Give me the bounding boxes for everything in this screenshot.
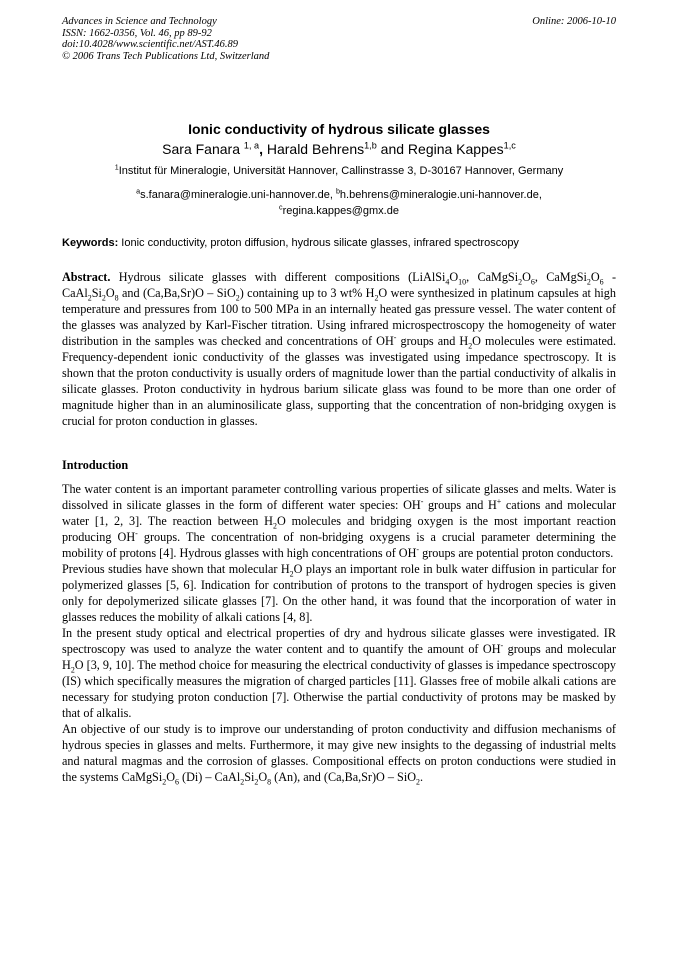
paragraph-text: groups and H bbox=[423, 498, 497, 512]
paragraph-text: O bbox=[166, 770, 175, 784]
superscript: - bbox=[420, 496, 424, 506]
abstract-text: O bbox=[449, 270, 459, 284]
paragraph-text: Previous studies have shown that molecular H bbox=[62, 562, 290, 576]
abstract-text: Hydrous silicate glasses with different compositions (LiAlSi bbox=[110, 270, 446, 284]
subscript: 2 bbox=[240, 777, 245, 787]
author-2: Harald Behrens bbox=[266, 141, 365, 157]
email-c-marker: c bbox=[279, 203, 283, 212]
subscript: 2 bbox=[374, 293, 379, 303]
affiliation-text: Institut für Mineralogie, Universität Hannover, Callinstrasse 3, D-30167 Hannover, Germany bbox=[118, 165, 564, 177]
subscript: 2 bbox=[162, 777, 167, 787]
superscript: - bbox=[393, 332, 397, 342]
paragraph bbox=[62, 625, 616, 721]
subscript: 2 bbox=[87, 293, 92, 303]
paragraph-text: groups and molecular H bbox=[62, 642, 616, 672]
subscript: 2 bbox=[289, 569, 294, 579]
journal-name: Advances in Science and Technology bbox=[62, 16, 217, 27]
abstract-text: groups and H bbox=[396, 334, 469, 348]
paragraph-text: In the present study optical and electrical properties of dry and hydrous silicate glasses were investigated. IR spectroscopy was used to analyze the water content and to quantify the amount of OH bbox=[62, 626, 616, 656]
subscript: 2 bbox=[101, 293, 106, 303]
subscript: 2 bbox=[272, 521, 277, 531]
author-emails bbox=[62, 187, 616, 219]
abstract-text: ) containing up to 3 wt% H bbox=[239, 286, 375, 300]
introduction-body bbox=[62, 481, 616, 785]
keywords bbox=[62, 236, 616, 250]
paragraph bbox=[62, 561, 616, 625]
superscript: + bbox=[496, 496, 502, 506]
subscript: 6 bbox=[530, 277, 535, 287]
abstract bbox=[62, 269, 616, 429]
copyright-line: © 2006 Trans Tech Publications Ltd, Switzerland bbox=[62, 50, 270, 62]
abstract-text: , CaMgSi bbox=[534, 270, 587, 284]
subscript: 6 bbox=[599, 277, 604, 287]
paragraph-text: O [3, 9, 10]. The method choice for measuring the electrical conductivity of glasses is impedance spectroscopy (IS) which specifically measures the migration of charged particles [11]. Glasses free of mobile alkali cations are necessary for studying proton conduction [7]. Otherwise the partial conductivity of protons may be masked by that of alkalis. bbox=[62, 658, 616, 720]
paragraph-text: An objective of our study is to improve our understanding of proton conductivity and diffusion mechanisms of hydrous species in glasses and melts. Furthermore, it may give new insights to the degassing of industrial melts and natural magmas and the corrosion of glasses. Compositional effects on proton conductions were studied in the systems CaMgSi bbox=[62, 722, 616, 784]
paragraph-text: groups. The concentration of non-bridging oxygens is a crucial parameter determining the mobility of protons [4]. Hydrous glasses with high concentrations of OH bbox=[62, 530, 616, 560]
abstract-text: and (Ca,Ba,Sr)O – SiO bbox=[118, 286, 236, 300]
subscript: 2 bbox=[468, 341, 473, 351]
subscript: 4 bbox=[445, 277, 450, 287]
author-and: and bbox=[376, 141, 408, 157]
email-b-marker: b bbox=[335, 187, 340, 196]
paragraph-text: (Di) – CaAl bbox=[178, 770, 241, 784]
author-3: Regina Kappes bbox=[407, 141, 504, 157]
online-date: Online: 2006-10-10 bbox=[532, 16, 616, 27]
paragraph-text: . bbox=[419, 770, 424, 784]
issn-line: ISSN: 1662-0356, Vol. 46, pp 89-92 bbox=[62, 27, 212, 39]
email-a[interactable]: s.fanara@mineralogie.uni-hannover.de, bbox=[140, 189, 336, 201]
subscript: 8 bbox=[114, 293, 119, 303]
doi-line[interactable]: doi:10.4028/www.scientific.net/AST.46.89 bbox=[62, 39, 239, 50]
affiliation bbox=[62, 164, 616, 178]
subscript: 2 bbox=[254, 777, 259, 787]
subscript: 2 bbox=[416, 777, 420, 787]
subscript: 2 bbox=[586, 277, 591, 287]
subscript: 10 bbox=[458, 277, 467, 287]
abstract-text: O bbox=[105, 286, 115, 300]
abstract-text: O were synthesized in platinum capsules at high temperature and pressures from 100 to 500 MPa in an internally heated gas pressure vessel. The water content of the glasses was analyzed by Karl-Fischer titration. Using infrared microspectroscopy the homogeneity of water distribution in the samples was checked and concentrations of OH bbox=[62, 286, 616, 348]
paragraph bbox=[62, 481, 616, 561]
author-list bbox=[62, 141, 616, 157]
paragraph-text: Si bbox=[244, 770, 255, 784]
subscript: 2 bbox=[518, 277, 523, 287]
abstract-text: O bbox=[590, 270, 600, 284]
email-b[interactable]: h.behrens@mineralogie.uni-hannover.de, bbox=[339, 189, 542, 201]
paragraph bbox=[62, 721, 616, 785]
superscript: - bbox=[135, 528, 138, 538]
paragraph-text: (An), and (Ca,Ba,Sr)O – SiO bbox=[271, 770, 417, 784]
affiliation-marker: 1 bbox=[114, 163, 119, 172]
paragraph-text: The water content is an important parameter controlling various properties of silicate glasses and melts. Water is dissolved in silicate glasses in the form of different water species: OH bbox=[62, 482, 616, 512]
abstract-text: Si bbox=[91, 286, 102, 300]
paragraph-text: O plays an important role in bulk water diffusion in particular for polymerized glasses [5, 6]. Indication for contribution of protons to the transport of hydrogen species is given only for depolymerized silicate glasses [7]. On the other hand, it was found that the incorporation of water in glasses reduces the mobility of alkali cations [4, 8]. bbox=[62, 562, 616, 624]
abstract-text: , CaMgSi bbox=[466, 270, 519, 284]
paper-title: Ionic conductivity of hydrous silicate glasses bbox=[188, 121, 490, 137]
abstract-text: O molecules were estimated. Frequency-dependent ionic conductivity of the glasses was investigated using impedance spectroscopy. It is shown that the proton conductivity is usually orders of magnitude lower than the partial conductivity of alkalis in silicate glasses. Proton conductivity in hydrous barium silicate glass was found to be more than one order of magnitude higher than in an aluminosilicate glass, supporting that the concentration of non-bridging oxygen is crucial for proton conduction in glasses. bbox=[62, 334, 617, 428]
abstract-text: O bbox=[522, 270, 531, 284]
paragraph-text: groups are potential proton conductors. bbox=[419, 546, 614, 560]
email-c[interactable]: regina.kappes@gmx.de bbox=[282, 205, 399, 217]
section-heading-introduction: Introduction bbox=[62, 458, 129, 472]
subscript: 6 bbox=[175, 777, 179, 787]
abstract-text: - CaAl bbox=[62, 270, 616, 300]
superscript: - bbox=[500, 640, 504, 650]
author-1: Sara Fanara bbox=[162, 141, 244, 157]
superscript: - bbox=[416, 544, 420, 554]
author-2-affil: 1,b bbox=[364, 140, 377, 151]
author-3-affil: 1,c bbox=[503, 140, 516, 151]
author-separator: , bbox=[259, 141, 267, 157]
keywords-label: Keywords: bbox=[62, 237, 119, 249]
subscript: 8 bbox=[267, 777, 272, 787]
paragraph-text: O molecules and bridging oxygen is the most important reaction producing OH bbox=[62, 514, 617, 544]
abstract-label: Abstract. bbox=[62, 270, 111, 284]
paragraph-text: O bbox=[258, 770, 268, 784]
author-1-affil: 1, a bbox=[243, 140, 260, 151]
subscript: 2 bbox=[235, 293, 240, 303]
email-a-marker: a bbox=[136, 187, 141, 196]
subscript: 2 bbox=[70, 665, 75, 675]
journal-header bbox=[62, 16, 616, 62]
paragraph-text: cations and molecular water [1, 2, 3]. The reaction between H bbox=[62, 498, 616, 528]
keywords-text: Ionic conductivity, proton diffusion, hydrous silicate glasses, infrared spectroscopy bbox=[118, 237, 519, 249]
